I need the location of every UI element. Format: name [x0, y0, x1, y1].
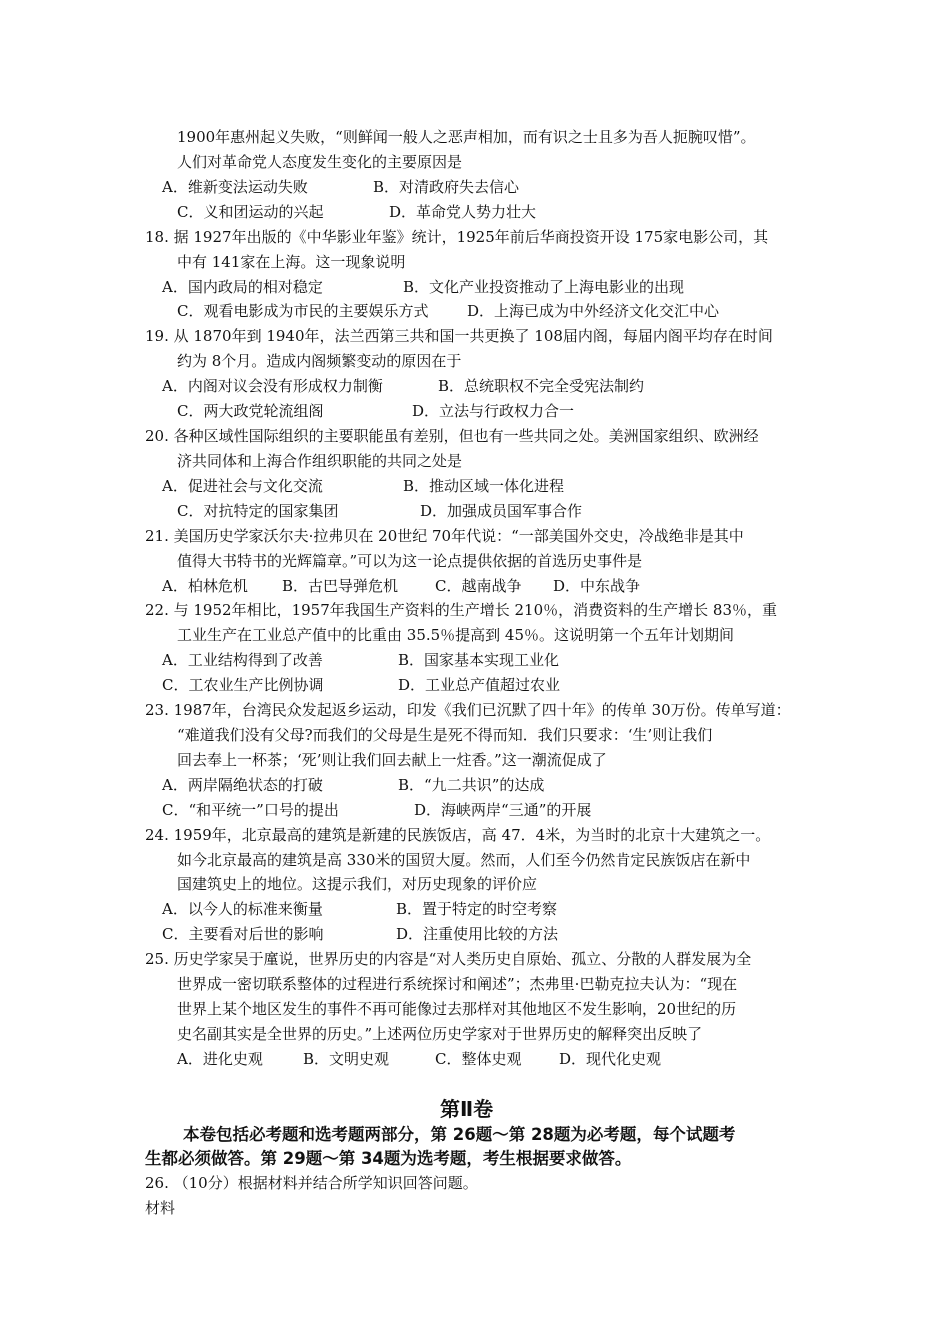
q19-option-c: C．两大政党轮流组阁	[177, 402, 324, 420]
q20-stem-line2: 济共同体和上海合作组织职能的共同之处是	[177, 452, 463, 470]
q25-stem-line1: 25. 历史学家吴于廑说，世界历史的内容是“对人类历史自原始、孤立、分散的人群发展为全	[145, 950, 752, 968]
q21-option-a: A．柏林危机	[162, 577, 248, 595]
q18-stem-line2: 中有 141家在上海。这一现象说明	[177, 253, 406, 271]
q25-option-c: C．整体史观	[435, 1050, 522, 1068]
q22-option-c: C．工农业生产比例协调	[162, 676, 324, 694]
part2-heading: 第Ⅱ卷	[440, 1097, 494, 1121]
q20-option-b: B．推动区域一体化进程	[403, 477, 565, 495]
q19-option-d: D．立法与行政权力合一	[412, 402, 575, 420]
q24-option-c: C．主要看对后世的影响	[162, 925, 324, 943]
q23-stem-line3: 回去奉上一杯茶；‘死’则让我们回去献上一炷香。”这一潮流促成了	[177, 751, 607, 769]
q18-option-a: A．国内政局的相对稳定	[162, 278, 323, 296]
q26-material-label: 材料	[145, 1199, 176, 1217]
q22-stem-line1: 22. 与 1952年相比，1957年我国生产资料的生产增长 210％，消费资料的生产增长 83％，重	[145, 601, 777, 619]
q26-stem: 26. （10分）根据材料并结合所学知识回答问题。	[145, 1174, 478, 1192]
q21-option-b: B．古巴导弹危机	[282, 577, 399, 595]
q25-stem-line2: 世界成一密切联系整体的过程进行系统探讨和阐述”；杰弗里·巴勒克拉夫认为：“现在	[177, 975, 738, 993]
q19-option-a: A．内阁对议会没有形成权力制衡	[162, 377, 383, 395]
q21-stem-line2: 值得大书特书的光辉篇章。”可以为这一论点提供依据的首选历史事件是	[177, 552, 643, 570]
q23-option-a: A．两岸隔绝状态的打破	[162, 776, 323, 794]
q25-option-b: B．文明史观	[303, 1050, 390, 1068]
q25-option-d: D．现代化史观	[559, 1050, 662, 1068]
q22-option-d: D．工业总产值超过农业	[398, 676, 561, 694]
q20-stem-line1: 20. 各种区域性国际组织的主要职能虽有差别，但也有一些共同之处。美洲国家组织、欧洲经	[145, 427, 759, 445]
q19-option-b: B．总统职权不完全受宪法制约	[438, 377, 645, 395]
q18-option-c: C．观看电影成为市民的主要娱乐方式	[177, 302, 429, 320]
q22-stem-line2: 工业生产在工业总产值中的比重由 35.5％提高到 45％。这说明第一个五年计划期间	[177, 626, 735, 644]
q18-option-b: B．文化产业投资推动了上海电影业的出现	[403, 278, 685, 296]
q22-option-a: A．工业结构得到了改善	[162, 651, 323, 669]
q24-stem-line3: 国建筑史上的地位。这提示我们，对历史现象的评价应	[177, 875, 538, 893]
q23-stem-line1: 23. 1987年，台湾民众发起返乡运动，印发《我们已沉默了四十年》的传单 30万份。传单写道：	[145, 701, 791, 719]
q21-option-c: C．越南战争	[435, 577, 522, 595]
q22-option-b: B．国家基本实现工业化	[398, 651, 560, 669]
q17-option-b: B．对清政府失去信心	[373, 178, 520, 196]
q23-option-b: B．“九二共识”的达成	[398, 776, 545, 794]
q20-option-d: D．加强成员国军事合作	[420, 502, 583, 520]
q21-option-d: D．中东战争	[553, 577, 641, 595]
q17-option-a: A．维新变法运动失败	[162, 178, 308, 196]
q23-option-c: C．“和平统一”口号的提出	[162, 801, 339, 819]
q24-stem-line1: 24. 1959年，北京最高的建筑是新建的民族饭店，高 47．4米，为当时的北京十大建筑之一。	[145, 826, 771, 844]
q18-stem-line1: 18. 据 1927年出版的《中华影业年鉴》统计，1925年前后华商投资开设 175家电影公司，其	[145, 228, 769, 246]
q19-stem-line2: 约为 8个月。造成内阁频繁变动的原因在于	[177, 352, 462, 370]
part2-note-line2: 生都必须做答。第 29题～第 34题为选考题，考生根据要求做答。	[145, 1149, 632, 1168]
q24-stem-line2: 如今北京最高的建筑是高 330米的国贸大厦。然而，人们至今仍然肯定民族饭店在新中	[177, 851, 751, 869]
q24-option-b: B．置于特定的时空考察	[396, 900, 558, 918]
q20-option-c: C．对抗特定的国家集团	[177, 502, 339, 520]
part2-note-line1: 本卷包括必考题和选考题两部分，第 26题～第 28题为必考题，每个试题考	[183, 1125, 736, 1144]
q17-option-d: D．革命党人势力壮大	[389, 203, 537, 221]
q19-stem-line1: 19. 从 1870年到 1940年，法兰西第三共和国一共更换了 108届内阁，每届内阁平均存在时间	[145, 327, 773, 345]
q23-option-d: D．海峡两岸“三通”的开展	[414, 801, 592, 819]
q21-stem-line1: 21. 美国历史学家沃尔夫·拉弗贝在 20世纪 70年代说：“一部美国外交史，冷战绝非是其中	[145, 527, 744, 545]
q23-stem-line2: “难道我们没有父母?而我们的父母是生是死不得而知．我们只要求：‘生’则让我们	[177, 726, 713, 744]
q25-option-a: A．进化史观	[177, 1050, 263, 1068]
q17-stem-line1: 1900年惠州起义失败，“则鲜闻一般人之恶声相加，而有识之士且多为吾人扼腕叹惜”。	[177, 128, 756, 146]
q24-option-a: A．以今人的标准来衡量	[162, 900, 323, 918]
q24-option-d: D．注重使用比较的方法	[396, 925, 559, 943]
q25-stem-line3: 世界上某个地区发生的事件不再可能像过去那样对其他地区不发生影响，20世纪的历	[177, 1000, 737, 1018]
q17-stem-line2: 人们对革命党人态度发生变化的主要原因是	[177, 153, 463, 171]
q25-stem-line4: 史名副其实是全世界的历史。”上述两位历史学家对于世界历史的解释突出反映了	[177, 1025, 703, 1043]
q20-option-a: A．促进社会与文化交流	[162, 477, 323, 495]
q17-option-c: C．义和团运动的兴起	[177, 203, 324, 221]
q18-option-d: D．上海已成为中外经济文化交汇中心	[467, 302, 720, 320]
